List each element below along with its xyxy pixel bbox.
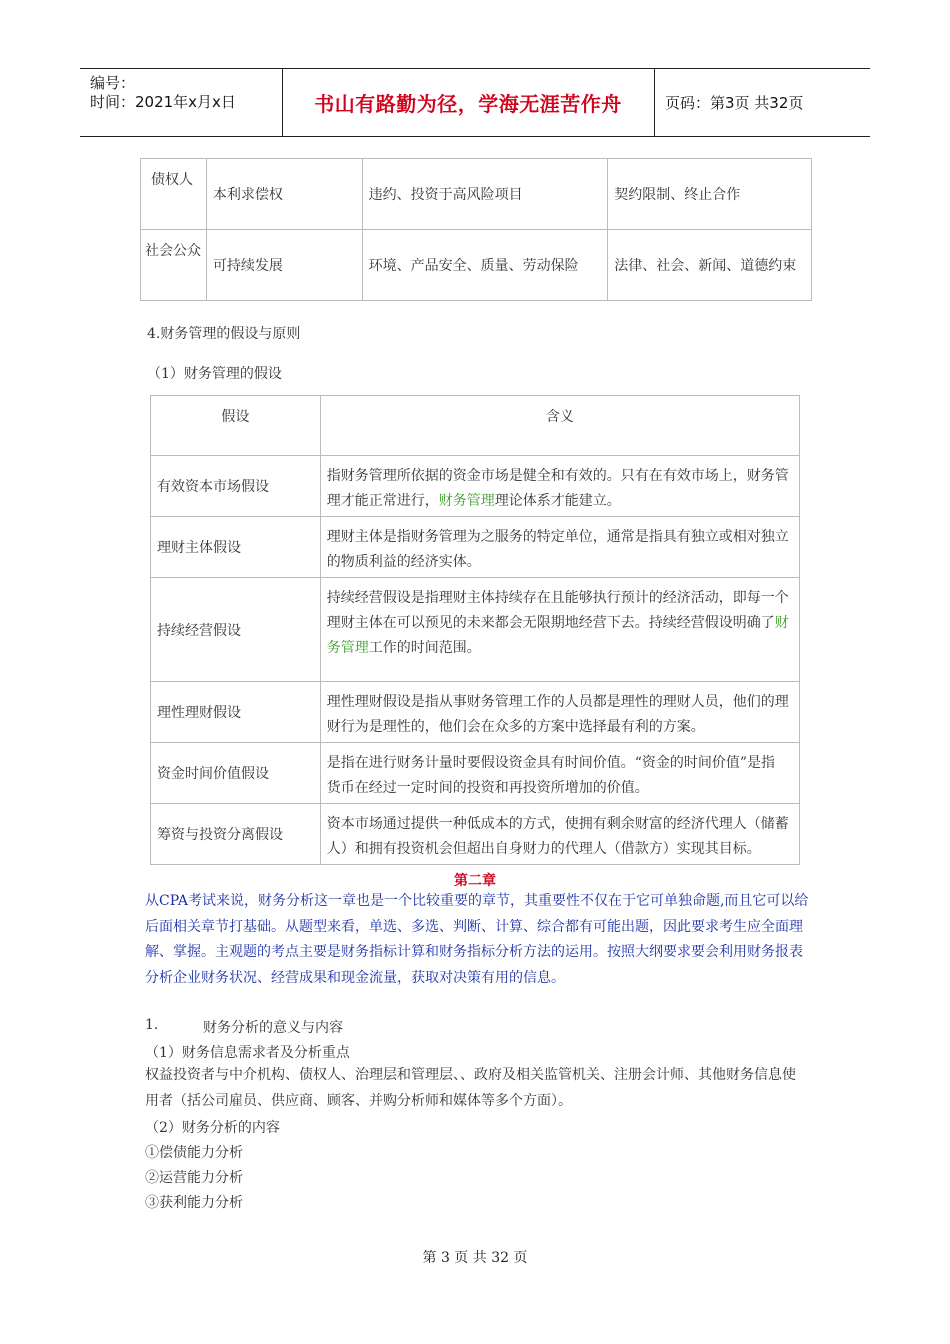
chapter-title: 第二章 xyxy=(454,873,496,889)
table-row xyxy=(151,682,800,743)
section-heading: 4.财务管理的假设与原则 xyxy=(147,326,301,342)
header-motto-cell xyxy=(282,69,655,136)
list-item: ②运营能力分析 xyxy=(145,1170,243,1186)
table-row xyxy=(151,456,800,517)
stakeholder-conflict: 环境、产品安全、质量、劳动保险 xyxy=(362,230,608,301)
stakeholder-demand: 可持续发展 xyxy=(206,230,362,301)
assumption-name: 有效资本市场假设 xyxy=(151,456,321,517)
table-row xyxy=(151,804,800,865)
header-page-cell xyxy=(655,69,870,136)
assumption-meaning: 是指在进行财务计量时要假设资金具有时间价值。“资金的时间价值”是指货币在经过一定时间的投资和再投资所增加的价值。 xyxy=(320,743,799,804)
section-number: 1. xyxy=(145,1017,159,1033)
assumption-meaning: 指财务管理所依据的资金市场是健全和有效的。只有在有效市场上，财务管理才能正常进行，财务管理理论体系才能建立。 xyxy=(320,456,799,517)
list-item: ③获利能力分析 xyxy=(145,1195,243,1211)
document-date: 时间：2021年x月x日 xyxy=(90,93,236,111)
assumption-name: 理性理财假设 xyxy=(151,682,321,743)
stakeholder-table xyxy=(140,158,812,301)
assumption-name: 持续经营假设 xyxy=(151,578,321,682)
table-row xyxy=(151,578,800,682)
document-number-label: 编号： xyxy=(90,74,136,92)
subsection-heading: （1）财务信息需求者及分析重点 xyxy=(145,1045,350,1061)
chapter-intro: 从CPA考试来说，财务分析这一章也是一个比较重要的章节，其重要性不仅在于它可单独命题,而且它可以给后面相关章节打基础。从题型来看，单选、多选、判断、计算、综合都有可能出题，因此要求考生应全面理解、掌握。主观题的考点主要是财务指标计算和财务指标分析方法的运用。按照大纲要求要会利用财务报表分析企业财务状况、经营成果和现金流量，获取对决策有用的信息。 xyxy=(145,893,809,986)
assumption-meaning: 理财主体是指财务管理为之服务的特定单位，通常是指具有独立或相对独立的物质利益的经济实体。 xyxy=(320,517,799,578)
stakeholder-name: 社会公众 xyxy=(141,230,207,301)
stakeholder-conflict: 违约、投资于高风险项目 xyxy=(362,159,608,230)
column-header: 含义 xyxy=(320,396,799,456)
subsection-heading: （2）财务分析的内容 xyxy=(145,1120,280,1136)
subsection-heading: （1）财务管理的假设 xyxy=(147,366,282,382)
stakeholder-demand: 本利求偿权 xyxy=(206,159,362,230)
assumption-name: 资金时间价值假设 xyxy=(151,743,321,804)
assumption-meaning: 资本市场通过提供一种低成本的方式，使拥有剩余财富的经济代理人（储蓄人）和拥有投资机会但超出自身财力的代理人（借款方）实现其目标。 xyxy=(320,804,799,865)
page-header xyxy=(80,68,870,137)
page-footer: 第 3 页 共 32 页 xyxy=(422,1250,528,1266)
assumption-table xyxy=(150,395,800,865)
assumption-name: 理财主体假设 xyxy=(151,517,321,578)
header-page-info: 页码：第3页 共32页 xyxy=(665,94,804,112)
table-row xyxy=(151,517,800,578)
table-row xyxy=(141,159,812,230)
term-highlight: 财务管理 xyxy=(326,615,789,656)
stakeholder-protection: 法律、社会、新闻、道德约束 xyxy=(608,230,812,301)
list-item: ①偿债能力分析 xyxy=(145,1145,243,1161)
stakeholder-name: 债权人 xyxy=(141,159,207,230)
column-header: 假设 xyxy=(151,396,321,456)
stakeholder-protection: 契约限制、终止合作 xyxy=(608,159,812,230)
table-row xyxy=(141,230,812,301)
section-heading: 财务分析的意义与内容 xyxy=(203,1020,343,1036)
header-motto: 书山有路勤为径，学海无涯苦作舟 xyxy=(314,92,622,116)
body-paragraph: 权益投资者与中介机构、债权人、治理层和管理层、、政府及相关监管机关、注册会计师、其他财务信息使用者（括公司雇员、供应商、顾客、并购分析师和媒体等多个方面）。 xyxy=(145,1067,796,1109)
header-left-cell xyxy=(80,69,283,136)
assumption-meaning: 理性理财假设是指从事财务管理工作的人员都是理性的理财人员，他们的理财行为是理性的，他们会在众多的方案中选择最有利的方案。 xyxy=(320,682,799,743)
table-row xyxy=(151,743,800,804)
assumption-name: 筹资与投资分离假设 xyxy=(151,804,321,865)
table-header-row xyxy=(151,396,800,456)
term-highlight: 财务管理 xyxy=(438,493,495,509)
assumption-meaning: 持续经营假设是指理财主体持续存在且能够执行预计的经济活动，即每一个理财主体在可以预见的未来都会无限期地经营下去。持续经营假设明确了财务管理工作的时间范围。 xyxy=(320,578,799,682)
